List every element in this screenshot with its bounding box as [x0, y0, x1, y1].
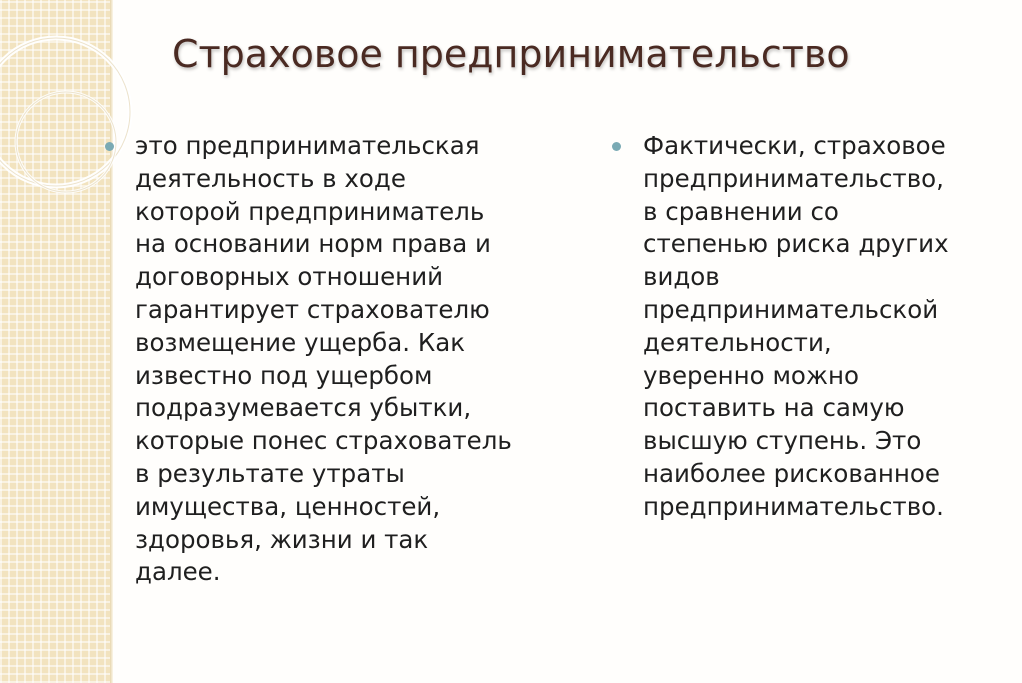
bullet-text-line: это предпринимательская — [135, 131, 480, 160]
bullet-text-line: подразумевается убытки, — [135, 393, 472, 423]
bullet-text-line: которые понес страхователь — [135, 426, 512, 456]
right-bullet-text — [643, 130, 1003, 524]
bullet-text-line: далее. — [135, 557, 221, 587]
left-bullet-lines — [135, 130, 580, 589]
bullet-text-line: в результате утраты — [135, 458, 405, 488]
bullet-text-line: высшую ступень. Это — [643, 426, 922, 456]
bullet-text-line: Фактически, страховое — [643, 131, 946, 160]
bullet-text-line: предпринимательской — [643, 294, 939, 324]
bullet-text-line: возмещение ущерба. Как — [135, 327, 466, 357]
bullet-text-line: известно под ущербом — [135, 360, 433, 390]
bullet-text-line: деятельность в ходе — [135, 163, 406, 193]
bullet-text-line: предпринимательство. — [643, 491, 944, 521]
bullet-text-line: здоровья, жизни и так — [135, 524, 429, 554]
right-bullet-lines — [643, 130, 1003, 524]
bullet-text-line: гарантирует страхователю — [135, 294, 490, 324]
bullet-text-line: на основании норм права и — [135, 229, 491, 259]
bullet-text-line: предпринимательство, — [643, 163, 944, 193]
bullet-text-line: имущества, ценностей, — [135, 491, 441, 521]
left-bullet-text — [135, 130, 580, 589]
bullet-text-line: степенью риска других — [643, 229, 949, 259]
bullet-text-line: которой предприниматель — [135, 196, 485, 226]
slide-title: Страховое предпринимательство — [172, 32, 850, 76]
bullet-text-line: деятельности, — [643, 327, 832, 357]
bullet-text-line: в сравнении со — [643, 196, 839, 226]
bullet-text-line: наиболее рискованное — [643, 458, 940, 488]
bullet-dot-icon — [105, 142, 114, 151]
bullet-dot-icon — [612, 142, 621, 151]
bullet-text-line: видов — [643, 262, 720, 292]
bullet-text-line: поставить на самую — [643, 393, 905, 423]
bullet-text-line: уверенно можно — [643, 360, 860, 390]
bullet-text-line: договорных отношений — [135, 262, 444, 292]
